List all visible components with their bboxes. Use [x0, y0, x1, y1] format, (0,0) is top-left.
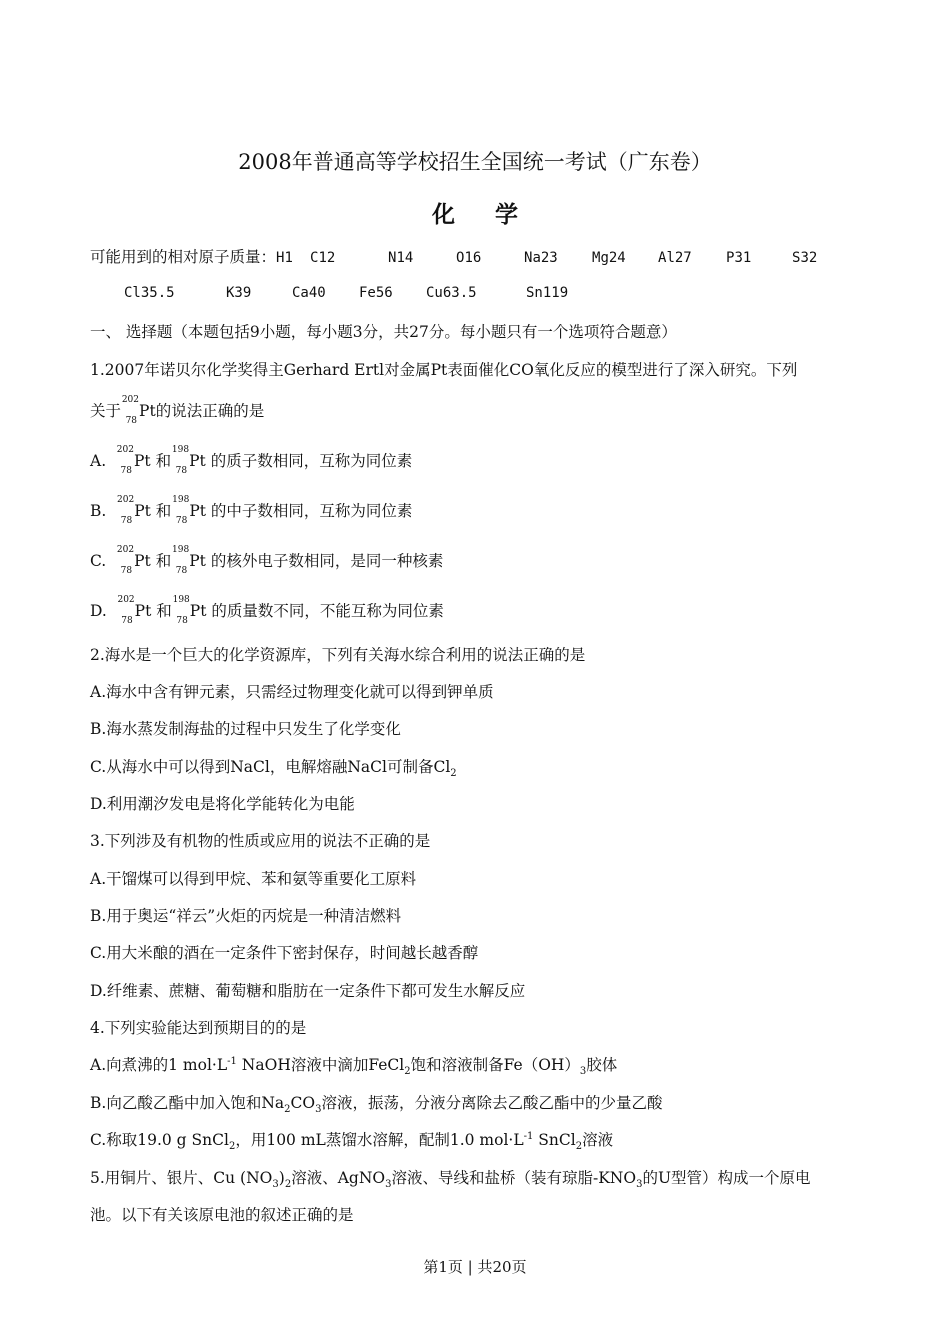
- q2-option-d: D.利用潮汐发电是将化学能转化为电能: [90, 795, 355, 813]
- atomic-masses-label: 可能用到的相对原子质量：: [90, 248, 277, 266]
- atomic-mass: Sn119: [526, 285, 569, 301]
- q2-option-c: C.从海水中可以得到NaCl，电解熔融NaCl可制备$Cl_2$: [90, 758, 457, 780]
- nuclide-pt202: 202 78: [116, 545, 135, 576]
- q1-option-d: D. 202 78 Pt 和 198 78 Pt 的质量数不同，不能互称为同位素: [90, 595, 444, 626]
- atomic-mass: P31: [726, 250, 752, 266]
- atomic-mass: K39: [226, 285, 252, 301]
- atomic-mass: Cl35.5: [124, 285, 175, 301]
- atomic-mass: C12: [310, 250, 336, 266]
- q5-stem-line2: 池。以下有关该原电池的叙述正确的是: [90, 1206, 354, 1224]
- q3-stem: 3.下列涉及有机物的性质或应用的说法不正确的是: [90, 832, 431, 850]
- q4-option-a: A.向煮沸的1 $mol\cdot L^{-1}$ NaOH溶液中滴加FeCl$_2$饱和溶液制备$Fe(OH)_3$胶体: [90, 1055, 618, 1078]
- q2-option-a: A.海水中含有钾元素，只需经过物理变化就可以得到钾单质: [90, 683, 494, 701]
- atomic-mass: Na23: [524, 250, 558, 266]
- q1-option-a: A. 202 78 Pt 和 198 78 Pt 的质子数相同，互称为同位素: [90, 445, 413, 476]
- q2-option-b: B.海水蒸发制海盐的过程中只发生了化学变化: [90, 720, 401, 738]
- atomic-mass: Al27: [658, 250, 692, 266]
- nuclide-pt198: 198 78: [172, 495, 190, 526]
- atomic-mass: Ca40: [292, 285, 326, 301]
- atomic-mass: H1: [276, 250, 293, 266]
- nuclide-pt202: 202 78: [117, 495, 135, 526]
- nuclide-pt202: 202 78: [121, 395, 140, 426]
- q2-stem: 2.海水是一个巨大的化学资源库，下列有关海水综合利用的说法正确的是: [90, 646, 586, 664]
- atomic-mass: Mg24: [592, 250, 626, 266]
- nuclide-pt198: 198 78: [172, 545, 190, 576]
- atomic-mass: Fe56: [359, 285, 393, 301]
- q4-stem: 4.下列实验能达到预期目的的是: [90, 1019, 307, 1037]
- nuclide-pt202: 202 78: [116, 445, 134, 476]
- q3-option-b: B.用于奥运“祥云”火炬的丙烷是一种清洁燃料: [90, 907, 402, 925]
- nuclide-pt198: 198 78: [172, 595, 190, 626]
- q3-option-c: C.用大米酿的酒在一定条件下密封保存，时间越长越香醇: [90, 944, 479, 962]
- q1-option-b: B. 202 78 Pt 和 198 78 Pt 的中子数相同，互称为同位素: [90, 495, 413, 526]
- atomic-mass: N14: [388, 250, 414, 266]
- nuclide-pt202: 202 78: [117, 595, 135, 626]
- atomic-mass: S32: [792, 250, 818, 266]
- atomic-mass: Cu63.5: [426, 285, 477, 301]
- q1-option-c: C. 202 78 Pt 和 198 78 Pt 的核外电子数相同，是同一种核素: [90, 545, 444, 576]
- section-heading: 一、 选择题（本题包括9小题，每小题3分，共27分。每小题只有一个选项符合题意）: [90, 323, 677, 341]
- page-footer: 第1页 | 共20页: [423, 1258, 527, 1276]
- q4-option-c: C.称取19.0 g SnCl$_2$，用100 mL蒸馏水溶解，配制1.0 $mol\cdot L^{-1}$ SnCl$_2$溶液: [90, 1130, 614, 1153]
- subject-heading: 化学: [432, 201, 558, 228]
- q3-option-d: D.纤维素、蔗糖、葡萄糖和脂肪在一定条件下都可发生水解反应: [90, 982, 526, 1000]
- atomic-masses-row2: [124, 283, 568, 301]
- q1-stem-line1: 1.2007年诺贝尔化学奖得主Gerhard Ertl对金属Pt表面催化CO氧化反应的模型进行了深入研究。下列: [90, 361, 798, 379]
- q3-option-a: A.干馏煤可以得到甲烷、苯和氨等重要化工原料: [90, 870, 417, 888]
- nuclide-pt198: 198 78: [171, 445, 190, 476]
- atomic-masses-row1: [90, 245, 817, 267]
- atomic-mass: O16: [456, 250, 482, 266]
- q5-stem-line1: 5.用铜片、银片、Cu $(NO_3)_2$溶液、AgNO$_3$溶液、导线和盐桥（装有琼脂$-KNO_3$的U型管）构成一个原电: [90, 1169, 811, 1191]
- q1-stem-line2: 关于 202 78 Pt的说法正确的是: [90, 395, 265, 426]
- q4-option-b: B.向乙酸乙酯中加入饱和$Na_2CO_3$溶液，振荡，分液分离除去乙酸乙酯中的少量乙酸: [90, 1094, 663, 1116]
- exam-title: 2008年普通高等学校招生全国统一考试（广东卷）: [238, 150, 712, 174]
